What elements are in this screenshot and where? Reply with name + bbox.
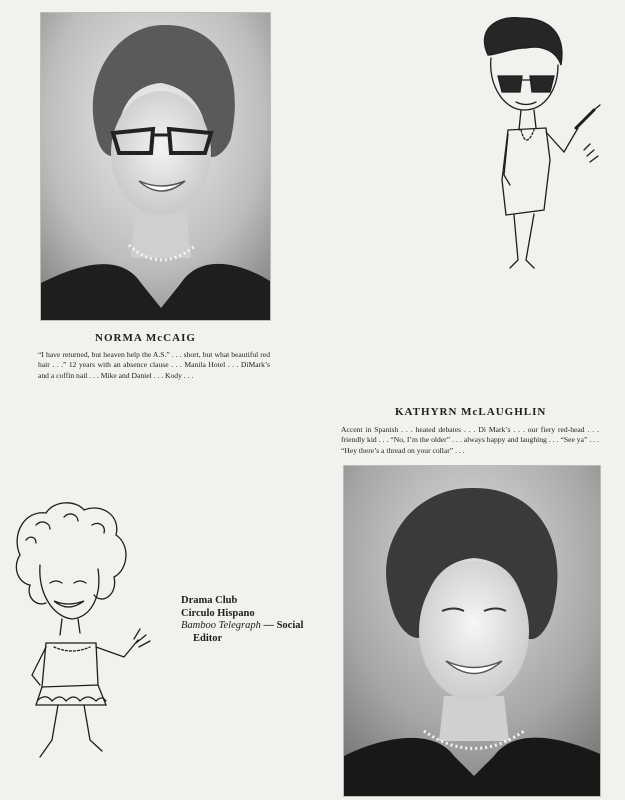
activity-circulo-hispano: Circulo Hispano: [181, 607, 255, 619]
student-name-norma: NORMA McCAIG: [95, 332, 196, 344]
caricature-sketch-waving-woman: [6, 495, 161, 780]
portrait-photo-norma-mccaig: [40, 12, 271, 321]
activity-drama-club: Drama Club: [181, 595, 238, 606]
student-blurb-norma: “I have returned, but heaven help the A.S.” . . . short, but what beautiful red hair . . .” 12 years with an absence clause . . . Manila Hotel . . . DiMark’s and a coffin nail . . . Mike and Daniel . . . Kody . . .: [38, 350, 270, 380]
student-name-kathyrn: KATHYRN McLAUGHLIN: [395, 406, 547, 418]
activity-bamboo-role-cont: Editor: [193, 632, 223, 644]
activities-list: [181, 595, 351, 645]
portrait-photo-kathyrn-mclaughlin: [343, 465, 601, 797]
student-blurb-kathyrn: Accent in Spanish . . . heated debates . . . Di Mark’s . . . our fiery red-head . . . friendly kid . . . “No, I’m the older” . . . always happy and laughing . . . “See ya” . . . “Hey there’s a thread on your collar” . . .: [341, 425, 599, 455]
activity-bamboo-telegraph: [181, 620, 351, 633]
activity-bamboo-title: Bamboo Telegraph: [181, 620, 261, 631]
caricature-sketch-woman-with-pen: [466, 10, 606, 280]
activity-bamboo-role: — Social: [260, 620, 304, 631]
